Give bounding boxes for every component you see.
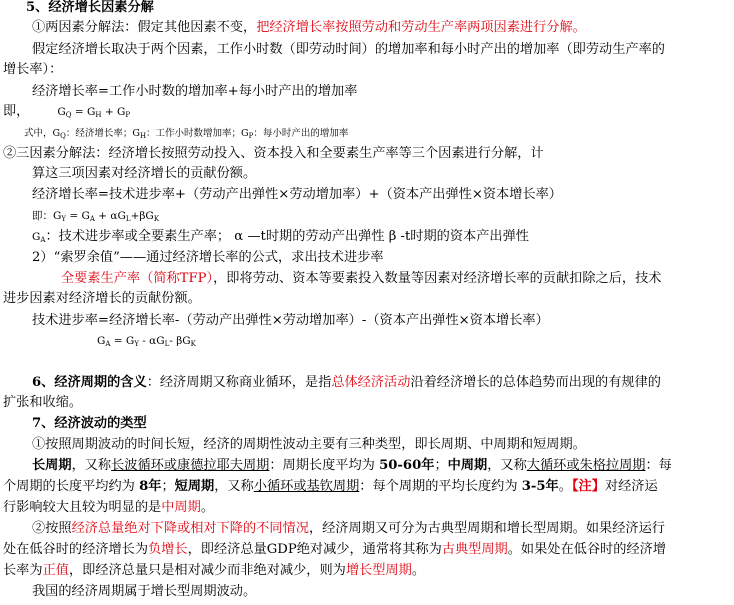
cycle-types-intro: ①按照周期波动的时间长短，经济的周期性波动主要有三种类型，即长周期、中周期和短周期。 <box>32 437 586 452</box>
section7-heading: 7、经济波动的类型 <box>32 416 147 431</box>
section6-highlight: 总体经济活动 <box>331 375 411 390</box>
kondratiev-cycle: 长波循环或康德拉耶夫周期 <box>111 458 270 473</box>
kitchin-cycle: 小循环或基钦周期 <box>253 479 360 494</box>
juglar-cycle: 大循环或朱格拉周期 <box>526 458 646 473</box>
two-factor-label: ①两因素分解法：假定其他因素不变， <box>32 20 257 35</box>
growth-equation-2: 经济增长率=技术进步率+（劳动产出弹性×劳动增加率）+（资本产出弹性×资本增长率） <box>32 187 562 202</box>
formula-1-line <box>3 104 130 123</box>
solow-residual-line: 2）“索罗余值”——通过经济增长率的公式，求出技术进步率 <box>32 250 384 265</box>
section6-line-2: 扩张和收缩。 <box>3 395 83 410</box>
three-factor-line-1: ②三因素分解法：经济增长按照劳动投入、资本投入和全要素生产率等三个因素进行分解，计 <box>3 146 544 161</box>
formula-1-note: 式中，$G_Q$：经济增长率；$G_H$：工作小时数增加率；$G_P$：每小时产出的增加率 <box>24 128 349 140</box>
formula-1: $G_Q = G_H + G_P$ <box>57 106 131 119</box>
china-cycle-line: 我国的经济周期属于增长型周期波动。 <box>32 584 257 599</box>
assumption-line-1: 假定经济增长取决于两个因素，工作小时数（即劳动时间）的增加率和每小时产出的增加率（即劳动生产率的 <box>32 42 665 57</box>
ji-label: 即， <box>3 104 30 119</box>
section5-heading: 5、经济增长因素分解 <box>26 0 154 15</box>
formula-3: $G_A = G_Y - \alpha G_L-$ $\beta G_K$ <box>97 335 196 348</box>
mid-cycle-highlight: 中周期 <box>161 500 201 515</box>
tfp-line-2: 进步因素对经济增长的贡献份额。 <box>3 291 201 306</box>
section6-heading: 6、经济周期的含义 <box>32 375 147 390</box>
note-tag: 【注】 <box>571 479 605 494</box>
two-factor-highlight: 把经济增长率按照劳动和劳动生产率两项因素进行分解。 <box>256 20 586 35</box>
cycle-types-line-1: 长周期，又称长波循环或康德拉耶夫周期：周期长度平均为 50-60年；中周期，又称大循环或朱格拉周期：每 <box>32 458 672 473</box>
classification-line-2: 处在低谷时的经济增长为负增长，即经济总量GDP绝对减少，通常将其称为古典型周期。如果处在低谷时的经济增 <box>3 542 666 557</box>
growth-equation-text: 经济增长率=工作小时数的增加率+每小时产出的增加率 <box>32 84 358 99</box>
symbol-definition: $G_A$：技术进步率或全要素生产率； α —t时期的劳动产出弹性 β -t时期的资本产出弹性 <box>32 229 529 244</box>
three-factor-line-2: 算这三项因素对经济增长的贡献份额。 <box>32 166 257 181</box>
formula-2: 即：$G_Y = G_A + \alpha G_L+\beta G_K$ <box>32 210 160 223</box>
tfp-highlight: 全要素生产率（简称TFP） <box>61 271 214 286</box>
tfp-line-1: 全要素生产率（简称TFP），即将劳动、资本等要素投入数量等因素对经济增长率的贡献扣除之后，技术 <box>61 271 662 286</box>
classification-line-3: 长率为正值，即经济总量只是相对减少而非绝对减少，则为增长型周期。 <box>3 563 425 578</box>
two-factor-line <box>32 20 586 36</box>
classification-line-1: ②按照经济总量绝对下降或相对下降的不同情况，经济周期又可分为古典型周期和增长型周期。如果经济运行 <box>32 521 665 536</box>
cycle-types-line-3: 行影响较大且较为明显的是中周期。 <box>3 500 214 515</box>
assumption-line-2: 增长率）： <box>3 62 63 77</box>
section6-line-1: 6、经济周期的含义：经济周期又称商业循环，是指总体经济活动沿着经济增长的总体趋势而出现的有规律的 <box>32 375 661 390</box>
cycle-types-line-2: 个周期的长度平均约为 8年；短周期，又称小循环或基钦周期：每个周期的平均长度约为 3-5年。【注】对经济运 <box>3 479 658 494</box>
tech-progress-equation: 技术进步率=经济增长率-（劳动产出弹性×劳动增加率）-（资本产出弹性×资本增长率） <box>32 313 549 328</box>
